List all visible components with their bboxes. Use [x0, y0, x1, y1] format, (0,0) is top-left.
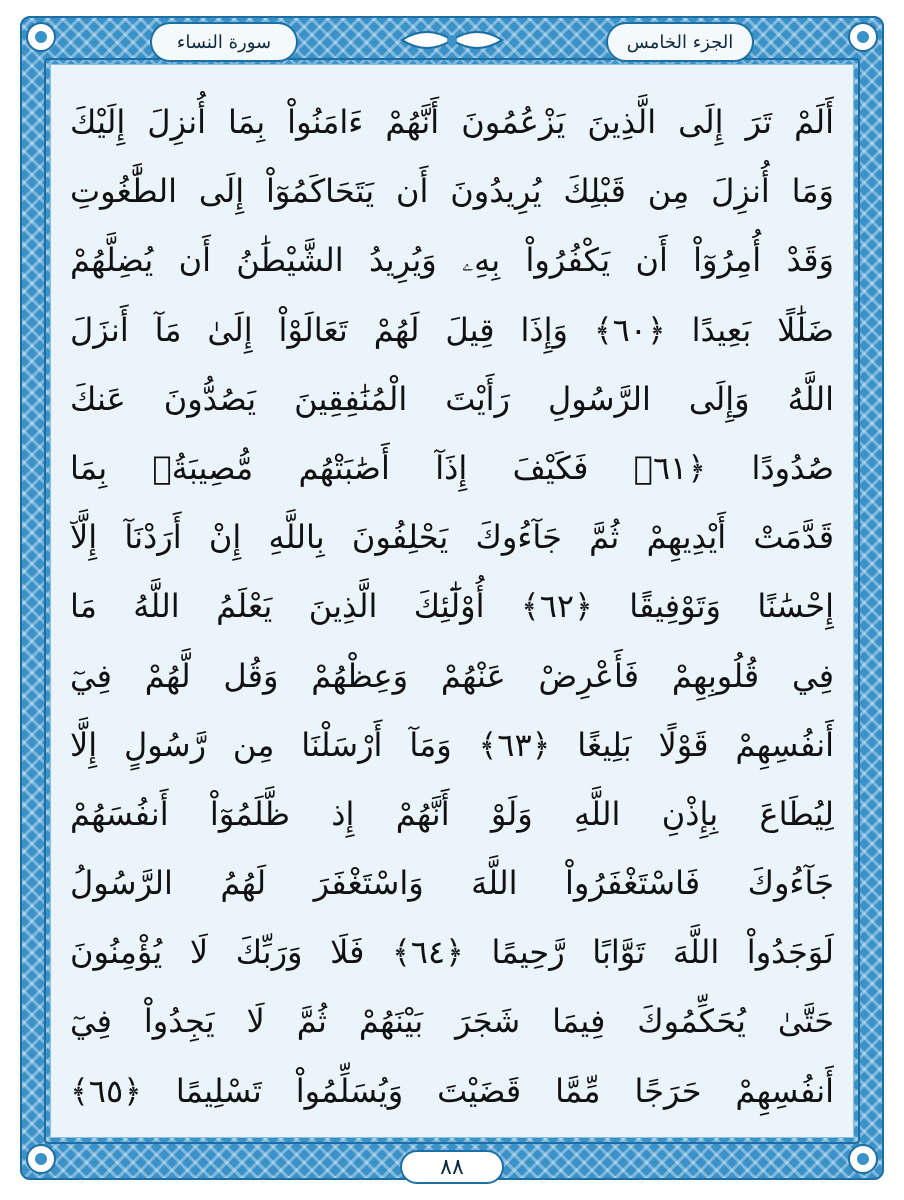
verse-lines — [70, 88, 834, 1126]
verse-line: صُدُودًا ﴿٦١﴾ فَكَيْفَ إِذَآ أَصَٰبَتْهُم مُّصِيبَةُۢ بِمَا — [70, 448, 834, 487]
verse-line: أَلَمْ تَرَ إِلَى الَّذِينَ يَزْعُمُونَ أَنَّهُمْ ءَامَنُواْ بِمَا أُنزِلَ إِلَيْكَ — [70, 103, 834, 141]
floral-rosette-icon — [24, 1142, 58, 1176]
top-ornament — [380, 18, 524, 62]
floral-ornament-icon — [392, 22, 512, 58]
verse-line: لِيُطَاعَ بِإِذْنِ اللَّهِ وَلَوْ أَنَّهُمْ إِذ ظَّلَمُوٓاْ أَنفُسَهُمْ — [70, 794, 834, 833]
verse-line: اللَّهُ وَإِلَى الرَّسُولِ رَأَيْتَ الْمُنَٰفِقِينَ يَصُدُّونَ عَنكَ — [70, 379, 834, 418]
verse-line: ضَلَٰلًا بَعِيدًا ﴿٦٠﴾ وَإِذَا قِيلَ لَهُمْ تَعَالَوْاْ إِلَىٰ مَآ أَنزَلَ — [70, 310, 834, 349]
verse-line: إِحْسَٰنًا وَتَوْفِيقًا ﴿٦٢﴾ أُوْلَٰٓئِكَ الَّذِينَ يَعْلَمُ اللَّهُ مَا — [70, 587, 834, 626]
floral-rosette-icon — [24, 20, 58, 54]
juz-name-label: الجزء الخامس — [606, 22, 754, 62]
floral-rosette-icon — [846, 1142, 880, 1176]
verse-line: فِي قُلُوبِهِمْ فَأَعْرِضْ عَنْهُمْ وَعِظْهُمْ وَقُل لَّهُمْ فِيٓ — [70, 656, 834, 695]
page-number: ٨٨ — [400, 1150, 504, 1184]
verse-line: أَنفُسِهِمْ قَوْلًا بَلِيغًا ﴿٦٣﴾ وَمَآ أَرْسَلْنَا مِن رَّسُولٍ إِلَّا — [70, 725, 834, 764]
surah-name-label: سورة النساء — [150, 22, 298, 62]
verse-line: وَقَدْ أُمِرُوٓاْ أَن يَكْفُرُواْ بِهِۦ وَيُرِيدُ الشَّيْطَٰنُ أَن يُضِلَّهُمْ — [70, 241, 834, 280]
verse-line: لَوَجَدُواْ اللَّهَ تَوَّابًا رَّحِيمًا ﴿٦٤﴾ فَلَا وَرَبِّكَ لَا يُؤْمِنُونَ — [70, 933, 834, 972]
verse-line: حَتَّىٰ يُحَكِّمُوكَ فِيمَا شَجَرَ بَيْنَهُمْ ثُمَّ لَا يَجِدُواْ فِيٓ — [70, 1002, 834, 1041]
verse-line: قَدَّمَتْ أَيْدِيهِمْ ثُمَّ جَآءُوكَ يَحْلِفُونَ بِاللَّهِ إِنْ أَرَدْنَآ إِلَّآ — [70, 518, 834, 557]
verse-line: جَآءُوكَ فَاسْتَغْفَرُواْ اللَّهَ وَاسْتَغْفَرَ لَهُمُ الرَّسُولُ — [70, 864, 834, 903]
verse-line: أَنفُسِهِمْ حَرَجًا مِّمَّا قَضَيْتَ وَيُسَلِّمُواْ تَسْلِيمًا ﴿٦٥﴾ — [70, 1071, 834, 1110]
floral-rosette-icon — [846, 20, 880, 54]
verse-line: وَمَا أُنزِلَ مِن قَبْلِكَ يُرِيدُونَ أَن يَتَحَاكَمُوٓاْ إِلَى الطَّٰغُوتِ — [70, 172, 834, 211]
